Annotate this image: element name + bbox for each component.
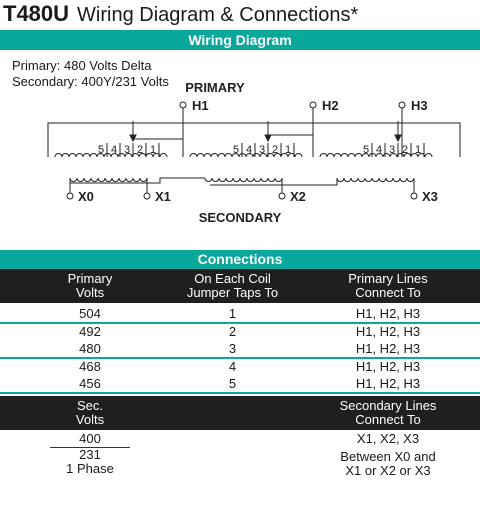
secondary-terminal-label: X3	[422, 189, 438, 204]
tap-number: 4	[245, 144, 253, 156]
volts-cell: 456	[79, 376, 101, 392]
secondary-terminal-label: X1	[155, 189, 171, 204]
tap-number: 3	[123, 144, 131, 156]
primary-coils	[55, 143, 432, 157]
secondary-terminal-icon	[411, 193, 417, 199]
secondary-terminal-label: X0	[78, 189, 94, 204]
tap-number: 2	[401, 144, 409, 156]
tap-cell: 5	[228, 376, 237, 392]
secondary-spec: Secondary: 400Y/231 Volts	[12, 74, 169, 89]
secondary-row	[0, 448, 480, 482]
header-sec-volts: Sec. Volts	[75, 398, 105, 427]
secondary-terminal-icon	[144, 193, 150, 199]
lines-cell: H1, H2, H3	[355, 376, 421, 392]
primary-row	[0, 305, 480, 322]
sec-lines-cell: X1, X2, X3	[356, 431, 420, 446]
lines-cell: H1, H2, H3	[355, 341, 421, 357]
volts-cell: 492	[79, 323, 101, 339]
header-primary-lines: Primary Lines Connect To	[348, 271, 428, 300]
secondary-table-header	[0, 396, 480, 430]
tap-number: 1	[284, 144, 292, 156]
secondary-row	[0, 430, 480, 447]
tap-number: 1	[414, 144, 422, 156]
primary-terminal-label: H1	[192, 98, 209, 113]
tap-cell: 2	[228, 323, 237, 339]
secondary-terminal-icon	[279, 193, 285, 199]
tap-number: 5	[362, 144, 370, 156]
secondary-coil	[205, 178, 282, 182]
tap-number: 2	[136, 144, 144, 156]
tap-number: 3	[388, 144, 396, 156]
lines-cell: H1, H2, H3	[355, 306, 421, 321]
primary-row	[0, 358, 480, 375]
tap-number: 4	[375, 144, 383, 156]
secondary-label: SECONDARY	[198, 210, 282, 225]
secondary-terminal-icon	[67, 193, 73, 199]
row-divider	[0, 392, 480, 394]
primary-row	[0, 375, 480, 392]
secondary-coil	[70, 178, 147, 182]
primary-row	[0, 323, 480, 340]
tap-number: 1	[149, 144, 157, 156]
primary-table-header	[0, 269, 480, 303]
primary-terminal-icon	[399, 102, 405, 108]
lines-cell: H1, H2, H3	[355, 323, 421, 339]
primary-terminal-label: H2	[322, 98, 339, 113]
page-subtitle: Wiring Diagram & Connections*	[77, 4, 359, 26]
tap-cell: 4	[228, 358, 237, 374]
volts-cell: 480	[79, 341, 101, 357]
wiring-diagram-bar: Wiring Diagram	[0, 30, 480, 50]
header-jumper-taps: On Each Coil Jumper Taps To	[186, 271, 279, 300]
page-title	[3, 0, 358, 28]
sec-volts-cell: 400	[79, 431, 101, 446]
wiring-diagram	[0, 75, 480, 230]
tap-number: 2	[271, 144, 279, 156]
lines-cell: H1, H2, H3	[355, 358, 421, 374]
primary-terminal-icon	[180, 102, 186, 108]
tap-number: 3	[258, 144, 266, 156]
sec-volts-cell: 231 1 Phase	[66, 447, 114, 476]
primary-spec: Primary: 480 Volts Delta	[12, 58, 152, 73]
tap-number: 5	[97, 144, 105, 156]
primary-label: PRIMARY	[185, 80, 245, 95]
primary-terminal-label: H3	[411, 98, 428, 113]
connections-bar: Connections	[0, 250, 480, 269]
header-secondary-lines: Secondary Lines Connect To	[339, 398, 437, 427]
tap-number: 4	[110, 144, 118, 156]
secondary-terminal-label: X2	[290, 189, 306, 204]
tap-cell: 1	[228, 306, 237, 321]
secondary-coil	[337, 178, 414, 182]
sec-lines-cell: Between X0 and X1 or X2 or X3	[340, 449, 436, 478]
header-primary-volts: Primary Volts	[67, 271, 113, 300]
secondary-coils	[70, 178, 414, 182]
primary-terminal-icon	[310, 102, 316, 108]
volts-cell: 504	[79, 306, 101, 321]
model-number: T480U	[3, 1, 70, 26]
volts-cell: 468	[79, 358, 101, 374]
tap-number: 5	[232, 144, 240, 156]
tap-cell: 3	[228, 341, 237, 357]
primary-row	[0, 340, 480, 357]
